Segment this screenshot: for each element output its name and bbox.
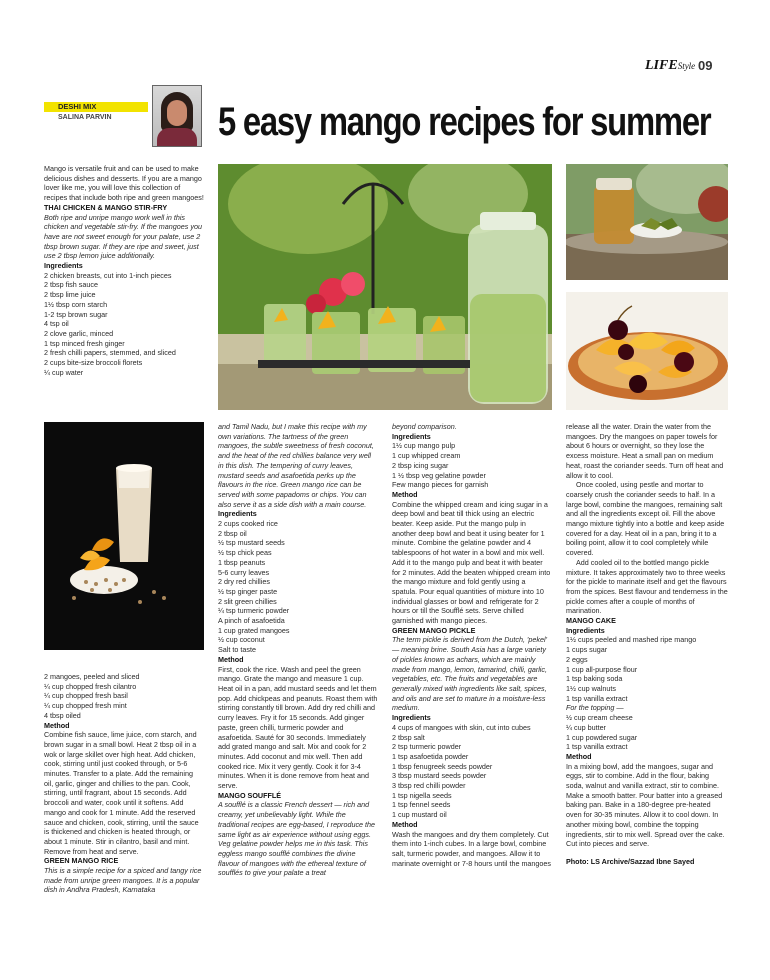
ingredient-line: 1½ cup mango pulp <box>392 441 456 451</box>
ingredient-line: ½ tsp chick peas <box>218 548 272 558</box>
ingredient-line: 3 tbsp red chilli powder <box>392 781 466 791</box>
recipe-title-green-mango-pickle: GREEN MANGO PICKLE <box>392 625 476 635</box>
ingredient-line: 2 tbsp salt <box>392 732 425 742</box>
ingredient-line: 2 clove garlic, minced <box>44 328 114 338</box>
recipe-intro-green-mango-rice: This is a simple recipe for a spiced and tangy rice made from unripe green mangoes. It is a popular dish in Andhra Pradesh, Karnataka <box>44 866 202 895</box>
ingredient-line: 2 eggs <box>566 654 588 664</box>
ingredient-line: 2 tbsp icing sugar <box>392 460 449 470</box>
ingredient-line: ¼ cup chopped fresh basil <box>44 691 128 701</box>
ingredients-heading: Ingredients <box>392 713 431 723</box>
article-column-1-bottom <box>44 672 204 895</box>
author-photo <box>152 85 202 147</box>
ingredient-line: 4 tbsp oiled <box>44 710 81 720</box>
recipe-title-mango-souffle: MANGO SOUFFLÉ <box>218 790 282 800</box>
ingredient-line: 1-2 tsp brown sugar <box>44 309 108 319</box>
ingredient-line: 1½ cup walnuts <box>566 683 616 693</box>
ingredient-line: ½ tsp ginger paste <box>218 586 278 596</box>
headline: 5 easy mango recipes for summer <box>218 100 711 144</box>
method-paragraph: Add cooled oil to the bottled mango pickle mixture. It takes approximately two to three weeks for the pickle to marinate itself and get the flavours from the spices. Best flavour and tenderness in the pickle comes after a couple of months of marination. <box>566 557 728 616</box>
ingredient-line: 2 tsp turmeric powder <box>392 742 462 752</box>
ingredient-line: ¼ cup chopped fresh cilantro <box>44 681 137 691</box>
mango-drinks-photo <box>218 164 552 410</box>
ingredient-line: ¼ cup chopped fresh mint <box>44 701 127 711</box>
ingredient-line: 1½ cups peeled and mashed ripe mango <box>566 635 697 645</box>
recipe-intro-thai-chicken: Both ripe and unripe mango work well in this chicken and vegetable stir-fry. If the mangoes you have are not sweet enough for your palate, use 2 tbsp brown sugar. If they are ripe and sweet, just use 2 tbsp lemon juice additionally. <box>44 212 202 261</box>
ingredient-line: 1 tsp vanilla extract <box>566 693 628 703</box>
ingredients-heading: Ingredients <box>392 431 431 441</box>
ingredient-line: 1 cup mustard oil <box>392 810 447 820</box>
ingredients-heading: Ingredients <box>566 625 605 635</box>
ingredient-line: A pinch of asafoetida <box>218 616 285 626</box>
intro-paragraph: Mango is versatile fruit and can be used to make delicious dishes and desserts. If you are a mango lover like me, you will love this collection of recipes that include both ripe and green mangoes! <box>44 164 204 203</box>
ingredient-line: 2 mangoes, peeled and sliced <box>44 672 140 681</box>
mango-cake-photo <box>566 292 728 410</box>
ingredient-line: 2 tbsp lime juice <box>44 290 96 300</box>
ingredient-line: 1 cup all-purpose flour <box>566 664 638 674</box>
ingredient-line: ¼ cup water <box>44 367 84 377</box>
ingredient-line: 1 tsp minced fresh ginger <box>44 338 125 348</box>
ingredient-line: 1 tsp fennel seeds <box>392 800 451 810</box>
section-tag: DESHI MIX <box>58 102 97 111</box>
ingredient-line: 1 tsp vanilla extract <box>566 742 628 752</box>
topping-heading: For the topping — <box>566 703 624 713</box>
ingredient-line: ½ tsp mustard seeds <box>218 538 285 548</box>
ingredient-line: 2 dry red chillies <box>218 577 270 587</box>
ingredient-line: 1 cup whipped cream <box>392 451 461 461</box>
article-column-1-top <box>44 164 204 377</box>
method-heading: Method <box>392 489 418 499</box>
article-column-4 <box>566 422 728 867</box>
article-column-2 <box>218 422 378 878</box>
ingredient-line: 4 tsp oil <box>44 319 69 329</box>
ingredient-line: 2 tbsp fish sauce <box>44 280 98 290</box>
method-paragraph: Combine fish sauce, lime juice, corn starch, and brown sugar in a small bowl. Heat 2 tbsp oil in a wok or large skillet over high heat. Add chicken, cook, stirring until just cooked through, or 5-6 minutes. Transfer to a plate. Add the remaining oil, garlic, ginger and chillies to the pan. Cook, stirring, until fragrant, about 15 seconds. Add broccoli and water, cook until it softens. Add mango and cook for 1 minute. Add the reserved sauce and chicken, cook, stirring, until the sauce is thickened and chicken is heated through, or about 1 minute. Stir in cilantro, basil and mint. Remove from heat and serve. <box>44 730 199 856</box>
article-column-3 <box>392 422 552 868</box>
ingredients-heading: Ingredients <box>218 509 257 519</box>
method-paragraph: In a mixing bowl, add the mangoes, sugar and eggs, stir to combine. Add in the flour, baking soda, walnut and vanilla extract, stir to combine. Make a smooth batter. Pour batter into a greased baking pan. Bake in a 180-degree pre-heated oven for 30-35 minutes. Allow it to cool down. In another mixing bowl, combine the topping ingredients, stir to mix well. Spread over the cake. Cut into pieces and serve. <box>566 761 725 849</box>
ingredient-line: 2 slit green chillies <box>218 596 277 606</box>
ingredient-line: 1 tsp nigella seeds <box>392 790 452 800</box>
method-paragraph: release all the water. Drain the water from the mangoes. Dry the mangoes on paper towels for about 6 hours or overnight, so they lose the excess moisture. Heat a small pan on medium heat, roast the coriander seeds. Turn off heat and allow it to cool. <box>566 422 724 480</box>
method-paragraph: Wash the mangoes and dry them completely. Cut them into 1-inch cubes. In a large bowl, combine salt, turmeric powder, and mangoes. Allow it to marinate overnight or 7-8 hours until the mangoes <box>392 829 552 868</box>
recipe-title-mango-cake: MANGO CAKE <box>566 616 616 626</box>
logo-main-text: LIFE <box>645 58 678 73</box>
section-logo <box>645 58 695 74</box>
ingredient-line: 1 tsp asafoetida powder <box>392 751 469 761</box>
ingredient-line: 2 tbsp oil <box>218 528 247 538</box>
ingredient-line: 1½ tbsp corn starch <box>44 299 108 309</box>
ingredient-line: 1 tbsp fenugreek seeds powder <box>392 761 493 771</box>
method-paragraph: First, cook the rice. Wash and peel the green mango. Grate the mango and measure 1 cup. Heat oil in a pan, add mustard seeds and let them pop. Add chickpeas and peanuts. Roast them with stirring constantly till brown. Add dry red chilli and curry leaves. Fry it for 15 seconds. Add ginger paste, green chilli, turmeric powder and asafoetida. Sauté for 30 seconds. Immediately add grated mango and salt. Mix and cook for 2 minutes. Add coconut and mix well. Then add cooked rice. Mix it very gently. Cook it for 3-4 minutes. When it is done remove from heat and serve. <box>218 664 378 791</box>
logo-sub-text: Style <box>677 61 696 71</box>
ingredient-line: ½ cup coconut <box>218 635 265 645</box>
ingredient-line: 1 cup powdered sugar <box>566 732 638 742</box>
ingredient-line: 1 cups sugar <box>566 645 608 655</box>
recipe-intro-continued: beyond comparison. <box>392 422 457 431</box>
mango-pickle-photo <box>566 164 728 280</box>
method-paragraph: Combine the whipped cream and icing sugar in a deep bowl and beat till thick using an electric beater. Keep aside. Put the mango pulp in another deep bowl and beat it using beater for 1 minute. Combine the gelatine powder and 4 tablespoons of hot water in a bowl and mix well. Add it to the mango pulp and beat it with beater for 2 minutes. Add the beaten whipped cream into the mango mixture and fold gently using a spatula. Pour equal quantities of mixture into 10 individual glasses or bowl and refrigerate for 2 hours or till the Soufflé sets. Serve chilled garnished with mango pieces. <box>392 499 551 626</box>
ingredient-line: 2 chicken breasts, cut into 1-inch pieces <box>44 270 172 280</box>
ingredient-line: 2 cups cooked rice <box>218 519 278 529</box>
ingredient-line: Salt to taste <box>218 645 256 655</box>
ingredients-heading: Ingredients <box>44 261 83 271</box>
ingredient-line: 5-6 curry leaves <box>218 567 270 577</box>
recipe-intro-continued: and Tamil Nadu, but I make this recipe with my own variations. The tartness of the green mangoes, the subtle sweetness of fresh coconut, and the heat of the red chillies balance very well in this dish. The tempering of curry leaves, mustard seeds and asafoetida perks up the flavours in the rice. Green mango rice can be served with some papadoms or chips. You can also serve it as a side dish with a main course. <box>218 422 374 509</box>
ingredient-line: 2 cups bite-size broccoli florets <box>44 358 143 368</box>
method-heading: Method <box>566 751 592 761</box>
ingredient-line: 4 cups of mangoes with skin, cut into cubes <box>392 722 531 732</box>
method-heading: Method <box>218 654 244 664</box>
ingredient-line: ½ cup cream cheese <box>566 713 633 723</box>
method-paragraph: Once cooled, using pestle and mortar to coarsely crush the coriander seeds to half. In a large bowl, combine the mangoes, remaining salt and all the ingredients except oil. Fill the above mango mixture tightly into a bottle and keep aside covered for a day. Heat oil in a pan, bring it to a boiling point, allow it to cool completely while covered. <box>566 480 725 558</box>
method-heading: Method <box>44 720 70 730</box>
ingredient-line: 1 tbsp peanuts <box>218 557 266 567</box>
ingredient-line: 2 fresh chilli papers, stemmed, and sliced <box>44 348 176 358</box>
recipe-title-thai-chicken: THAI CHICKEN & MANGO STIR-FRY <box>44 202 168 212</box>
ingredient-line: 1 ½ tbsp veg gelatine powder <box>392 470 486 480</box>
ingredient-line: Few mango pieces for garnish <box>392 480 489 490</box>
recipe-title-green-mango-rice: GREEN MANGO RICE <box>44 856 119 866</box>
ingredient-line: ¼ tsp turmeric powder <box>218 606 290 616</box>
ingredient-line: 1 tsp baking soda <box>566 674 623 684</box>
photo-credit: Photo: LS Archive/Sazzad Ibne Sayed <box>566 856 695 866</box>
ingredient-line: 3 tbsp mustard seeds powder <box>392 771 487 781</box>
method-heading: Method <box>392 819 418 829</box>
page-number: 09 <box>698 58 713 73</box>
author-name: SALINA PARVIN <box>58 114 112 121</box>
ingredient-line: 1 cup grated mangoes <box>218 625 290 635</box>
ingredient-line: ¼ cup butter <box>566 722 606 732</box>
recipe-intro-green-mango-pickle: The term pickle is derived from the Dutch, 'pekel' — meaning brine. South Asia has a large variety of pickles known as achars, which are mainly made from mango, lemon, tamarind, chilli, garlic, vegetables, etc. The fruits and vegetables are generally mixed with ingredients like salt, spices, and oils and are set to mature in a moisture-less medium. <box>392 635 547 713</box>
mango-drink-glass-photo <box>44 422 204 650</box>
recipe-intro-mango-souffle: A soufflé is a classic French dessert — rich and creamy, yet unbelievably light. While the traditional recipes are egg-based, I reproduce the same light as air experience without using eggs. Veg gelatine powder helps me in this task. This eggless mango soufflé combines the divine flavour of mangoes with the ethereal texture of soufflés to give your palate a treat <box>218 800 376 878</box>
